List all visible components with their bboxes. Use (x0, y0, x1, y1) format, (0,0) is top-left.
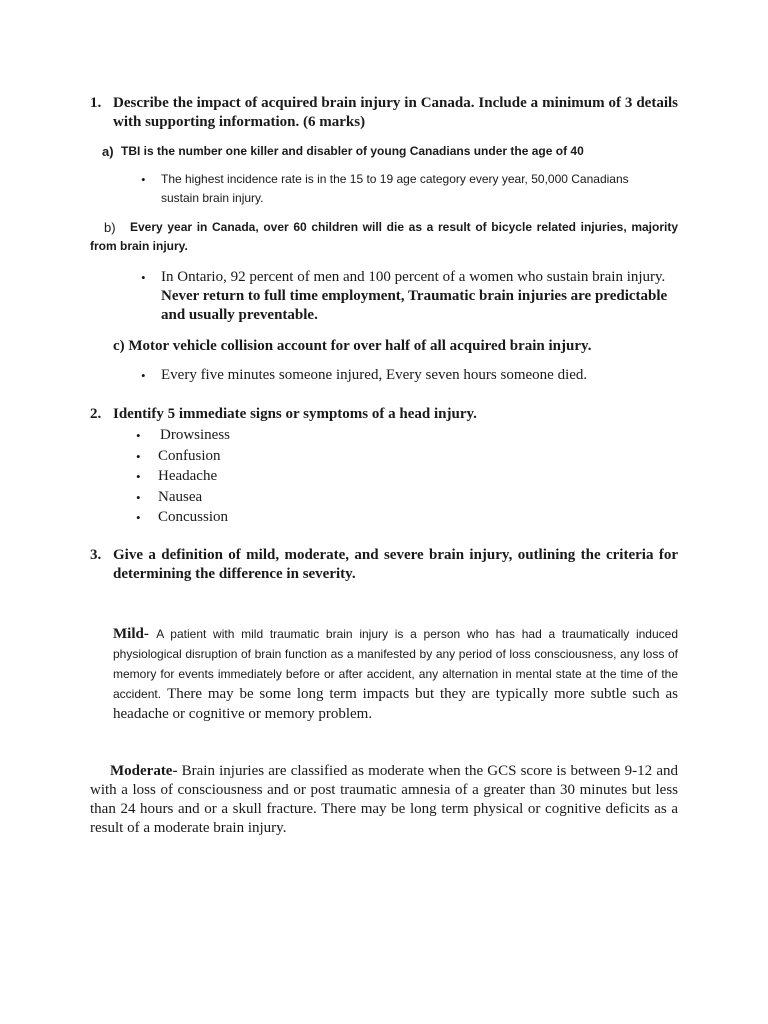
q3-question: Give a definition of mild, moderate, and severe brain injury, outlining the criteria for determining the difference in severity. (113, 547, 678, 582)
bullet-icon: • (136, 510, 141, 525)
list-item: • Nausea (136, 488, 203, 505)
moderate-definition (90, 762, 678, 838)
moderate-label: Moderate- (110, 763, 178, 779)
list-item: • Concussion (136, 509, 229, 525)
q1-b-text: Every year in Canada, over 60 children will die as a result of bicycle related injuries, majority from brain injury. (90, 220, 678, 253)
list-item: • Confusion (136, 447, 221, 464)
q1-a-text: TBI is the number one killer and disabler of young Canadians under the age of 40 (121, 144, 584, 158)
q1-c-bullet: Every five minutes someone injured, Every seven hours someone died. (161, 367, 588, 383)
q3-number: 3. (90, 547, 102, 563)
q1-a-label: a) (102, 144, 114, 159)
mild-serif-text: There may be some long term impacts but they are typically more subtle such as headache or cognitive or memory problem. (113, 686, 679, 722)
bullet-icon: • (141, 270, 146, 285)
q2-number: 2. (90, 406, 102, 422)
bullet-icon: • (136, 489, 141, 505)
q1-b-bullet (161, 268, 681, 325)
q1-number: 1. (90, 95, 102, 111)
mild-definition (113, 624, 678, 724)
symptoms-list (136, 426, 336, 529)
bullet-icon: • (136, 428, 141, 443)
bullet-icon: • (136, 448, 141, 464)
q1-c-text: c) Motor vehicle collision account for over half of all acquired brain injury. (113, 338, 592, 354)
q1-question: Describe the impact of acquired brain injury in Canada. Include a minimum of 3 details with supporting information. (6 marks) (113, 95, 678, 130)
mild-sans-text: A patient with mild traumatic brain injury is a person who has had a traumatically induced physiological disruption of brain function as a manifested by any period of loss consciousness, any loss of memory for events immediately before or after accident, any alternation in mental state at the time of the accident. (113, 627, 678, 701)
bullet-icon: • (136, 469, 141, 484)
q1-b-bullet-bold: Never return to full time employment, Traumatic brain injuries are predictable and usually preventable. (161, 288, 668, 323)
q2-question: Identify 5 immediate signs or symptoms of a head injury. (113, 406, 477, 422)
bullet-icon: • (141, 172, 146, 187)
q1-b-label: b) (104, 220, 116, 235)
mild-label: Mild- (113, 626, 149, 642)
list-item: • Headache (136, 468, 218, 484)
q1-a-bullet: The highest incidence rate is in the 15 to 19 age category every year, 50,000 Canadians sustain brain injury. (161, 172, 629, 205)
q1-b-bullet-plain: In Ontario, 92 percent of men and 100 percent of a women who sustain brain injury. (161, 269, 666, 285)
list-item: • Drowsiness (136, 427, 230, 443)
bullet-icon: • (141, 368, 146, 383)
moderate-text: Brain injuries are classified as moderate when the GCS score is between 9-12 and with a loss of consciousness and or post traumatic amnesia of a greater than 30 minutes but less than 24 hours and or a skull fracture. There may be long term physical or cognitive deficits as a result of a moderate brain injury. (90, 763, 678, 836)
